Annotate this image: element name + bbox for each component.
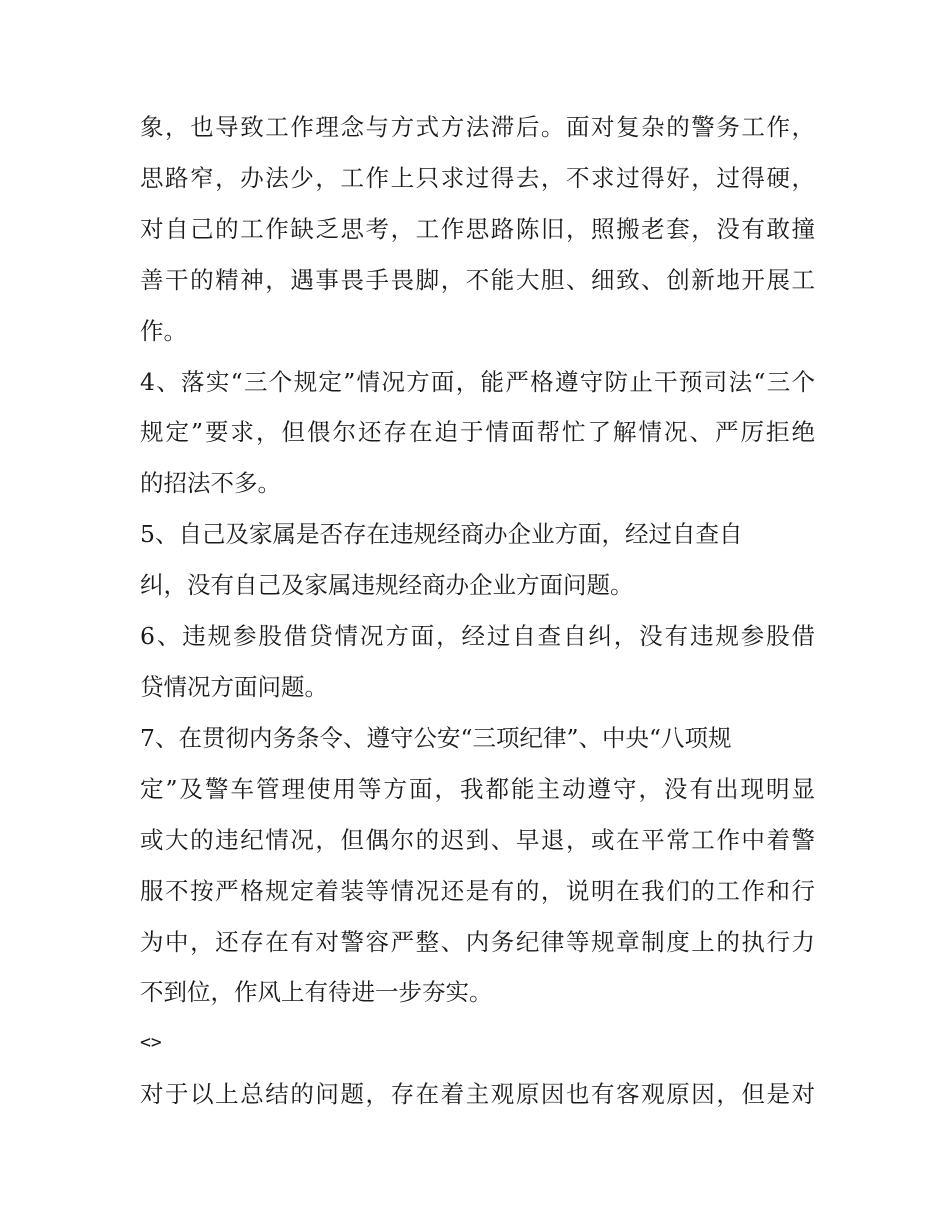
text-line: 4、落实“三个规定”情况方面，能严格遵守防止干预司法“三个 [140, 367, 815, 396]
paragraph-continued [140, 102, 815, 357]
text-line: 7、在贯彻内务条令、遵守公安“三项纪律”、中央“八项规 [140, 723, 732, 752]
text-line: 思路窄，办法少，工作上只求过得去，不求过得好，过得硬， [140, 163, 815, 192]
paragraph-item-7 [140, 713, 815, 1018]
text-line: 对于以上总结的问题，存在着主观原因也有客观原因，但是对 [140, 1080, 815, 1109]
text-line: 对自己的工作缺乏思考，工作思路陈旧，照搬老套，没有敢撞 [140, 214, 815, 243]
text-line: 不到位，作风上有待进一步夯实。 [140, 978, 493, 1007]
text-line: 规定”要求，但偎尔还存在迫于情面帮忙了解情况、严厉拒绝 [140, 418, 815, 447]
text-line: 6、违规参股借贷情况方面，经过自查自纠，没有违规参股借 [140, 622, 815, 651]
paragraph-item-6 [140, 611, 815, 713]
text-line: 象，也导致工作理念与方式方法滞后。面对复杂的警务工作， [140, 113, 815, 141]
document-body [140, 102, 815, 1120]
text-line: 作。 [140, 316, 187, 345]
text-line: 定”及警车管理使用等方面，我都能主动遵守，没有出现明显 [140, 774, 815, 803]
text-line: 善干的精神，遇事畏手畏脚，不能大胆、细致、创新地开展工 [140, 265, 815, 294]
text-line: 的招法不多。 [140, 469, 281, 498]
text-line: 5、自己及家属是否存在违规经商办企业方面，经过自查自 [140, 520, 743, 549]
paragraph-item-4 [140, 357, 815, 510]
text-line: 纠，没有自己及家属违规经商办企业方面问题。 [140, 571, 634, 600]
text-line: 为中，还存在有对警容严整、内务纪律等规章制度上的执行力 [140, 927, 815, 956]
text-line: 贷情况方面问题。 [140, 672, 328, 701]
text-line: 服不按严格规定着装等情况还是有的，说明在我们的工作和行 [140, 876, 815, 905]
paragraph-item-5 [140, 509, 815, 611]
text-line: 或大的违纪情况，但偶尔的迟到、早退，或在平常工作中着警 [140, 825, 815, 854]
paragraph-closing [140, 1069, 815, 1120]
placeholder-marker: <> [140, 1032, 162, 1054]
